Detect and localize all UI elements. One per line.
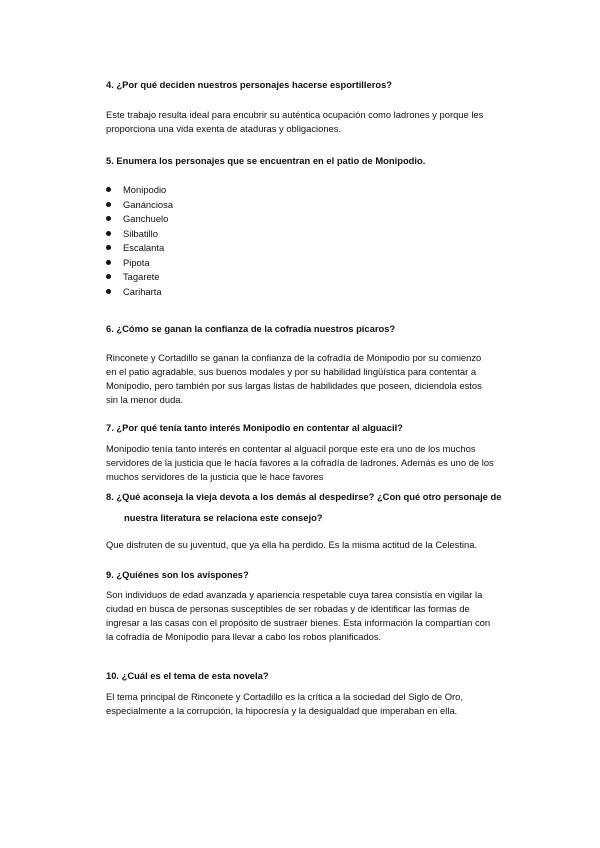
answer-4-line-1: Este trabajo resulta ideal para encubrir su auténtica ocupación como ladrones y porque les	[106, 109, 484, 120]
question-5: 5. Enumera los personajes que se encuentran en el patio de Monipodio.	[106, 155, 426, 166]
list-item: Ganánciosa	[106, 199, 173, 210]
answer-10-line-2: especialmente a la corrupción, la hipocresía y la desigualdad que imperaban en ella.	[106, 705, 458, 716]
question-6: 6. ¿Cómo se ganan la confianza de la cofradía nuestros pícaros?	[106, 323, 396, 334]
question-9: 9. ¿Quiénes son los avispones?	[106, 569, 249, 580]
bullet-icon	[106, 289, 111, 294]
bullet-icon	[106, 202, 111, 207]
answer-6-line-1: Rinconete y Cortadillo se ganan la confianza de la cofradía de Monipodio por su comienzo	[106, 352, 482, 363]
list-item: Monipodio	[106, 184, 166, 195]
answer-7-line-1: Monipodio tenía tanto interés en contentar al alguacil porque este era uno de los muchos	[106, 443, 476, 454]
answer-7-line-2: servidores de la justicia que le hacía favores a la cofradía de ladrones. Además es uno de los	[106, 457, 494, 468]
list-item: Ganchuelo	[106, 213, 168, 224]
bullet-icon	[106, 231, 111, 236]
answer-4-line-2: proporciona una vida exenta de ataduras y obligaciones.	[106, 123, 342, 134]
bullet-icon	[106, 274, 111, 279]
bullet-icon	[106, 187, 111, 192]
answer-8-line-1: Que disfruten de su juventud, que ya ella ha perdido. Es la misma actitud de la Celestina.	[106, 539, 478, 550]
answer-6-line-2: en el patio agradable, sus buenos modales y por su habilidad lingüística para contentar a	[106, 366, 477, 377]
answer-6-line-3: Monipodio, pero también por sus largas listas de habilidades que poseen, diciendola estos	[106, 380, 482, 391]
answer-7-line-3: muchos servidores de la justicia que le hace favores	[106, 471, 324, 482]
answer-9-line-4: la cofradía de Monipodio para llevar a cabo los robos planificados.	[106, 631, 382, 642]
bullet-icon	[106, 260, 111, 265]
list-item: Silbatillo	[106, 228, 158, 239]
answer-10-line-1: El tema principal de Rinconete y Cortadillo es la crítica a la sociedad del Siglo de Oro,	[106, 691, 463, 702]
answer-6-line-4: sin la menor duda.	[106, 394, 184, 405]
bullet-icon	[106, 245, 111, 250]
question-4: 4. ¿Por qué deciden nuestros personajes hacerse esportilleros?	[106, 79, 393, 90]
list-item: Pipota	[106, 257, 150, 268]
list-item: Escalanta	[106, 242, 164, 253]
answer-9-line-1: Son individuos de edad avanzada y apariencia respetable cuya tarea consistía en vigilar la	[106, 589, 483, 600]
question-10: 10. ¿Cuál es el tema de esta novela?	[106, 670, 269, 681]
question-8: 8. ¿Qué aconseja la vieja devota a los demás al despedirse? ¿Con qué otro personaje de	[106, 491, 502, 502]
answer-9-line-3: ingresar a las casas con el propósito de sustraer bienes. Esta información la compartían con	[106, 617, 491, 628]
bullet-icon	[106, 216, 111, 221]
list-item: Cariharta	[106, 286, 162, 297]
question-7: 7. ¿Por qué tenía tanto interés Monipodio en contentar al alguacil?	[106, 422, 403, 433]
answer-9-line-2: ciudad en busca de personas susceptibles de ser robadas y de identificar las formas de	[106, 603, 470, 614]
list-item: Tagarete	[106, 271, 159, 282]
question-8-continued: nuestra literatura se relaciona este consejo?	[124, 512, 323, 523]
